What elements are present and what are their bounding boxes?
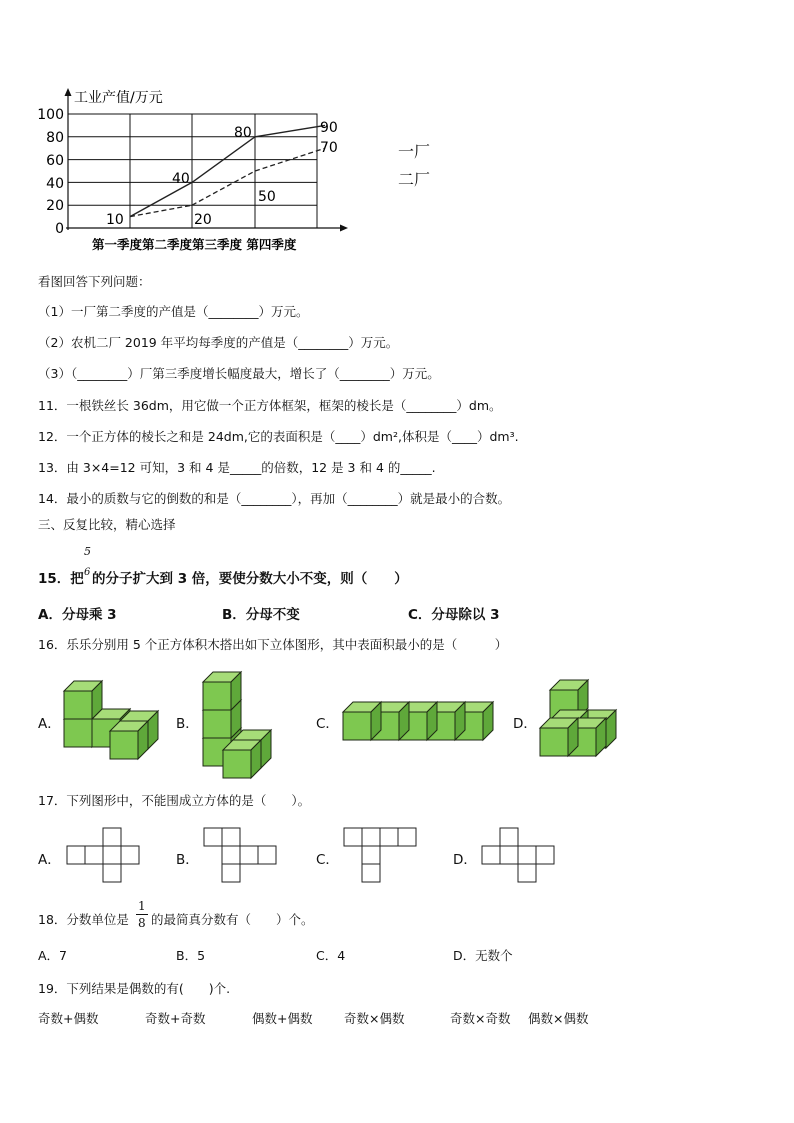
- question-14: 14．最小的质数与它的倒数的和是（________），再加（________）就是最小的合数。: [38, 491, 511, 506]
- question-12: 12．一个正方体的棱长之和是 24dm,它的表面积是（____）dm²,体积是（____）dm³.: [38, 429, 519, 444]
- chart-question-intro: 看图回答下列问题：: [38, 274, 151, 289]
- figure-b: [203, 672, 271, 778]
- question-18-option-b: B．5: [176, 948, 206, 963]
- label-factory2-q3-50: 50: [258, 189, 276, 205]
- question-15-text: 的分子扩大到 3 倍，要使分数大小不变，则（ ）: [92, 571, 408, 587]
- label-factory1-q4-90: 90: [320, 120, 338, 136]
- question-18-option-a: A．7: [38, 948, 68, 963]
- question-17-option-b-label: B．: [176, 852, 199, 868]
- question-18-prefix: 18．分数单位是: [38, 912, 129, 927]
- question-19: 19．下列结果是偶数的有( )个.: [38, 981, 231, 996]
- question-18-fraction-numerator: 1: [138, 899, 146, 913]
- series-factory1-line-1: [130, 182, 192, 216]
- question-17-option-a-label: A．: [38, 852, 61, 868]
- chart-question-2: （2）农机二厂 2019 年平均每季度的产值是（________）万元。: [38, 335, 399, 350]
- y-axis-label: 工业产值/万元: [74, 90, 163, 106]
- series-factory1-line-3: [255, 125, 325, 136]
- question-18-option-c: C．4: [316, 948, 346, 963]
- question-16-option-d-label: D．: [513, 716, 537, 732]
- question-18-fraction-denominator: 8: [138, 916, 146, 930]
- question-17-option-d-label: D．: [453, 852, 477, 868]
- cube-figures: [0, 660, 794, 790]
- net-b: [204, 828, 276, 882]
- question-15-option-b: B．分母不变: [222, 607, 300, 623]
- question-13: 13．由 3×4=12 可知，3 和 4 是_____的倍数，12 是 3 和 4 的_____.: [38, 460, 436, 475]
- label-factory1-q3-80: 80: [234, 125, 252, 141]
- x-axis-label: 第一季度第二季度第三季度 第四季度: [92, 237, 297, 252]
- question-15-prefix: 15．把: [38, 571, 84, 587]
- question-16-option-a-label: A．: [38, 716, 61, 732]
- label-factory-start-10: 10: [106, 212, 124, 228]
- cube-nets: [0, 820, 794, 890]
- y-tick-60: 60: [46, 153, 64, 169]
- legend-factory2: 二厂: [398, 170, 431, 189]
- figure-d: [540, 680, 616, 756]
- question-15-option-a: A．分母乘 3: [38, 607, 117, 623]
- y-tick-labels: [37, 107, 64, 237]
- question-15-option-c: C．分母除以 3: [408, 607, 500, 623]
- figure-c: [343, 702, 493, 740]
- question-19-item: 偶数×偶数: [528, 1011, 589, 1026]
- figure-a: [64, 681, 158, 759]
- question-15-fraction-denominator: 6: [84, 567, 91, 578]
- chart-question-3: （3）（________）厂第三季度增长幅度最大，增长了（________）万元。: [38, 366, 440, 381]
- y-tick-40: 40: [46, 176, 64, 192]
- y-tick-80: 80: [46, 130, 64, 146]
- question-16-option-b-label: B．: [176, 716, 199, 732]
- question-19-item: 偶数+偶数: [252, 1011, 313, 1026]
- net-c: [344, 828, 416, 882]
- question-18-fraction-bar: [136, 914, 148, 915]
- question-19-item: 奇数+奇数: [145, 1011, 206, 1026]
- question-17-option-c-label: C．: [316, 852, 339, 868]
- net-a: [67, 828, 139, 882]
- question-17: 17．下列图形中，不能围成立方体的是（ ）。: [38, 793, 311, 808]
- net-d: [482, 828, 554, 882]
- question-16: 16．乐乐分别用 5 个正方体积木搭出如下立体图形，其中表面积最小的是（ ）: [38, 637, 508, 652]
- label-factory1-q2-40: 40: [172, 171, 190, 187]
- label-factory2-q2-20: 20: [194, 212, 212, 228]
- question-19-item: 奇数+偶数: [38, 1011, 99, 1026]
- production-chart: [30, 80, 380, 260]
- chart-grid: [68, 114, 317, 228]
- question-16-option-c-label: C．: [316, 716, 339, 732]
- question-19-item: 奇数×奇数: [450, 1011, 511, 1026]
- y-tick-0: 0: [55, 221, 64, 237]
- chart-question-1: （1）一厂第二季度的产值是（________）万元。: [38, 304, 309, 319]
- y-tick-20: 20: [46, 198, 64, 214]
- question-18-text: 的最简真分数有（ ）个。: [151, 912, 314, 927]
- label-factory2-q4-70: 70: [320, 140, 338, 156]
- y-axis-arrow-icon: [65, 88, 72, 96]
- question-15-fraction-numerator: 5: [84, 545, 91, 558]
- x-axis-arrow-icon: [340, 225, 348, 232]
- question-18-option-d: D．无数个: [453, 948, 513, 963]
- question-11: 11．一根铁丝长 36dm，用它做一个正方体框架，框架的棱长是（________）dm。: [38, 398, 502, 413]
- question-19-item: 奇数×偶数: [344, 1011, 405, 1026]
- y-tick-100: 100: [37, 107, 64, 123]
- section-heading: 三、反复比较，精心选择: [38, 517, 176, 532]
- legend-factory1: 一厂: [398, 142, 431, 161]
